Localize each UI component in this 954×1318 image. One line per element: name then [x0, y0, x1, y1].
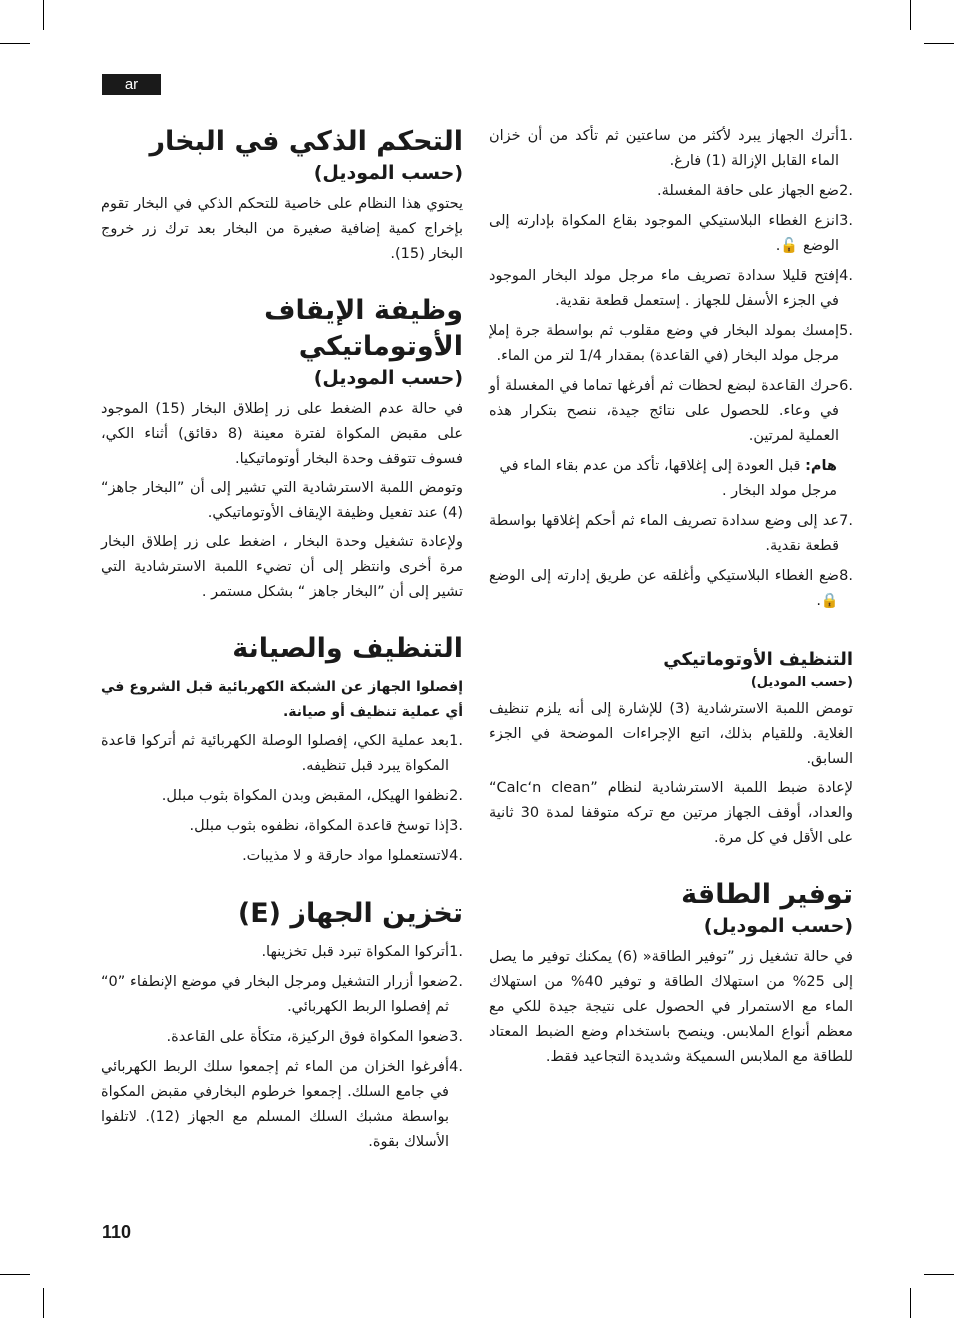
- energy-saving-subtitle: (حسب الموديل): [703, 915, 853, 937]
- language-tab: ar: [102, 74, 161, 95]
- list-item: .7 عد إلى وضع سدادة تصريف الماء ثم أحكم إغلاقها بواسطة قطعة نقدية.: [489, 513, 853, 554]
- list-item: .8 ضع الغطاء البلاستيكي وأغلقه عن طريق إدارته إلى الوضع 🔒.: [489, 568, 853, 609]
- crop-mark-top-right-v: [910, 0, 911, 30]
- crop-mark-bottom-right-h: [924, 1274, 954, 1275]
- note-label: هام:: [805, 458, 837, 474]
- energy-saving-paragraph: في حالة تشغيل زر ”توفير الطاقة« (6) يمكنك توفير ما يصل إلى 25% من استهلاك الطاقة و توفير 40% من استهلاك الماء مع الاستمرار في الحصول على نتيجة جيدة للكي مع معظم أنواع الملابس. وينصح باستخدام وضع الضبط المعتاد للطاقة مع الملابس السميكة وشديدة التجاعيد فقط.: [489, 949, 853, 1065]
- cleaning-title: التنظيف والصيانة: [232, 633, 463, 664]
- list-item: .4 أفرغوا الخزان من الماء ثم إجمعوا سلك الربط الكهربائي في جامع السلك. إجمعوا خرطوم البخارفي مقبض المكواة بواسطة مشبك السلك المسلم مع الجهاز (12). لاتلفوا الأسلاك بقوة.: [101, 1059, 463, 1150]
- descaling-steps: [489, 124, 853, 449]
- list-item: .1 بعد عملية الكي، إفصلوا الوصلة الكهربائية ثم أتركوا قاعدة المكواة يبرد قبل تنظيفه.: [101, 733, 463, 774]
- crop-mark-bottom-left-h: [0, 1274, 30, 1275]
- list-item: .5 إمسك بمولد البخار في وضع مقلوب ثم بواسطة جرة إملإ مرجل مولد البخار (في القاعدة) بمقدار 1/4 لتر من الماء.: [489, 323, 853, 364]
- auto-off-subtitle: (حسب الموديل): [313, 367, 463, 389]
- list-item: .1 أتركوا المكواة تبرد قبل تخزينها.: [261, 944, 463, 960]
- note-text: قبل العودة إلى إغلاقها، تأكد من عدم بقاء الماء في مرجل مولد البخار .: [499, 458, 837, 499]
- smart-control-paragraph: يحتوي هذا النظام على خاصية للتحكم الذكي في البخار تقوم بإخراج كمية إضافية صغيرة من البخار بعد ترك زر خروج البخار (15).: [101, 196, 463, 262]
- auto-off-paragraph-2: وتومض اللمبة الاسترشادية التي تشير إلى أن ”البخار جاهز“ (4) عند تفعيل وظيفة الإيقاف الأوتوماتيكي.: [101, 480, 463, 521]
- auto-clean-paragraph-1: تومض اللمبة الاسترشادية (3) للإشارة إلى أنه يلزم تنظيف الغلاية. وللقيام بذلك، اتبع الإجراءات الموضحة في الجزء السابق.: [489, 701, 853, 767]
- auto-off-paragraph-3: ولإعادة تشغيل وحدة البخار ، اضغط على زر إطلاق البخار مرة أخرى وانتظر إلى أن تضيء اللمبة الاسترشادية التي تشير إلى أن ”البخار جاهز “ بشكل مستمر .: [101, 534, 463, 600]
- auto-clean-paragraph-2: لإعادة ضبط اللمبة الاسترشادية لنظام ”Calc‘n clean“ والعداد، أوقف الجهاز مرتين مع تركه متوقفا لمدة 30 ثانية على الأقل في كل مرة.: [489, 780, 854, 846]
- auto-off-title: وظيفة الإيقاف الأوتوماتيكي: [264, 295, 463, 362]
- auto-clean-title: التنظيف الأوتوماتيكي: [663, 649, 853, 670]
- auto-off-paragraph-1: في حالة عدم الضغط على زر إطلاق البخار (15) الموجود على مقبض المكواة لفترة معينة (8 دقائق) أثناء الكي، فسوف تتوقف وحدة البخار أوتوماتيكيا.: [101, 401, 463, 467]
- crop-mark-bottom-left-v: [43, 1288, 44, 1318]
- energy-saving-title: توفير الطاقة: [681, 879, 853, 910]
- list-item: .4 إفتح قليلا سدادة تصريف ماء مرجل مولد البخار الموجود في الجزء الأسفل للجهاز . إستعمل قطعة نقدية.: [489, 268, 853, 309]
- crop-mark-top-left-h: [0, 43, 30, 44]
- descaling-steps-b: [489, 509, 853, 614]
- smart-control-subtitle: (حسب الموديل): [313, 162, 463, 184]
- important-note: [489, 454, 853, 504]
- list-item: .3 انزع الغطاء البلاستيكي الموجود بقاع المكواة بإدارته إلى الوضع 🔓.: [489, 213, 853, 254]
- list-item: .4 لاتستعملوا مواد حارقة و لا مذيبات.: [242, 848, 463, 864]
- cleaning-warning: إفصلوا الجهاز عن الشبكة الكهربائية قبل الشروع في أي عملية تنظيف أو صيانة.: [101, 679, 463, 720]
- right-column: [489, 124, 853, 1074]
- list-item: .2 ضع الجهاز على حافة المغسلة.: [657, 183, 853, 199]
- smart-control-title: التحكم الذكي في البخار: [149, 126, 463, 157]
- list-item: .1 أترك الجهاز يبرد لأكثر من ساعتين ثم تأكد من أن خزان الماء القابل الإزالة (1) فارغ.: [489, 128, 853, 169]
- storage-steps: [101, 940, 463, 1155]
- list-item: .2 ضعوا أزرار التشغيل ومرجل البخار في موضع الإنطفاء ”0“ ثم إفصلوا الربط الكهربائي.: [101, 974, 463, 1015]
- crop-mark-top-left-v: [43, 0, 44, 30]
- cleaning-steps: [101, 729, 463, 869]
- crop-mark-top-right-h: [924, 43, 954, 44]
- list-item: .3 إذا توسخ قاعدة المكواة، نظفوه بثوب مبلل.: [189, 818, 463, 834]
- left-column: [101, 124, 463, 1160]
- list-item: .6 حرك القاعدة لبضع لحظات ثم أفرغها تماما في المغسلة أو في وعاء. للحصول على نتائج جيدة، ننصح بتكرار هذه العملية لمرتين.: [489, 378, 853, 444]
- list-item: .2 نظفوا الهيكل، المقبض وبدن المكواة بثوب مبلل.: [161, 788, 463, 804]
- page-number: 110: [102, 1222, 132, 1242]
- storage-title: تخزين الجهاز (E): [237, 898, 463, 929]
- list-item: .3 ضعوا المكواة فوق الركيزة، متكأة على القاعدة.: [166, 1029, 463, 1045]
- auto-clean-subtitle: (حسب الموديل): [750, 675, 853, 690]
- crop-mark-bottom-right-v: [910, 1288, 911, 1318]
